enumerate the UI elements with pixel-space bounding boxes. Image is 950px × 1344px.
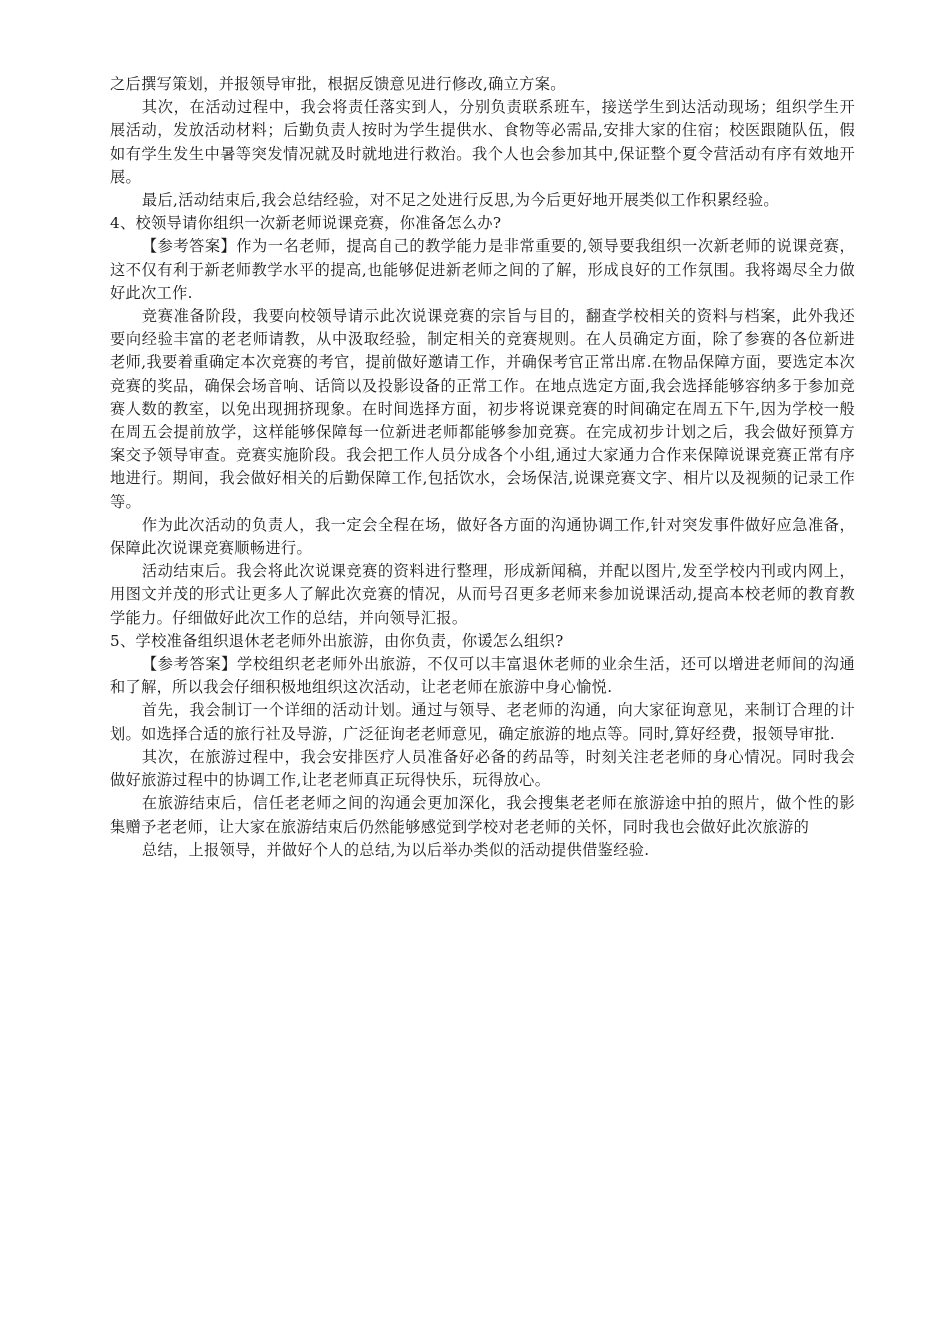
question-heading: 4、校领导请你组织一次新老师说课竞赛，你准备怎么办? (110, 214, 502, 233)
paragraph-continuation: 之后撰写策划，并报领导审批，根据反馈意见进行修改,确立方案。 (110, 75, 566, 93)
paragraph-body: 作为此次活动的负责人，我一定会全程在场，做好各方面的沟通协调工作,针对突发事件做好应急准备，保障此次说课竞赛顺畅进行。 (110, 515, 855, 558)
answer-label: 【参考答案】 (141, 237, 237, 256)
paragraph-body: 总结，上报领导，并做好个人的总结,为以后举办类似的活动提供借鉴经验. (141, 840, 650, 859)
document-page (110, 73, 855, 862)
paragraph-body: 竞赛准备阶段，我要向校领导请示此次说课竞赛的宗旨与目的，翻查学校相关的资料与档案，此外我还要向经验丰富的老老师请教，从中汲取经验，制定相关的竞赛规则。在人员确定方面，除了参赛的各位新进老师,我要着重确定本次竞赛的考官，提前做好邀请工作，并确保考官正常出席.在物品保障方面，要选定本次竞赛的奖品，确保会场音响、话筒以及投影设备的正常工作。在地点选定方面,我会选择能够容纳多于参加竞赛人数的教室，以免出现拥挤现象。在时间选择方面，初步将说课竞赛的时间确定在周五下午,因为学校一般在周五会提前放学，这样能够保障每一位新进老师都能够参加竞赛。在完成初步计划之后，我会做好预算方案交予领导审查。竞赛实施阶段。我会把工作人员分成各个小组,通过大家通力合作来保障说课竞赛正常有序地进行。期间，我会做好相关的后勤保障工作,包括饮水，会场保洁,说课竞赛文字、相片以及视频的记录工作等。 (110, 307, 855, 511)
answer-paragraph (110, 653, 855, 699)
question-heading: 5、学校准备组织退休老老师外出旅游，由你负责，你谖怎么组织? (110, 631, 564, 650)
answer-label: 【参考答案】 (141, 655, 238, 674)
paragraph-body: 首先，我会制订一个详细的活动计划。通过与领导、老老师的沟通，向大家征询意见，来制订合理的计划。如选择合适的旅行社及导游，广泛征询老老师意见，确定旅游的地点等。同时,算好经费，报领导审批. (110, 701, 855, 743)
paragraph-body: 其次，在旅游过程中，我会安排医疗人员准备好必备的药品等，时刻关注老老师的身心情况。同时我会做好旅游过程中的协调工作,让老老师真正玩得快乐，玩得放心。 (110, 747, 855, 790)
answer-paragraph (110, 235, 855, 305)
answer-text: 学校组织老老师外出旅游，不仅可以丰富退休老师的业余生活，还可以增进老师间的沟通和了解，所以我会仔细积极地组织这次活动，让老老师在旅游中身心愉悦. (110, 655, 855, 697)
paragraph-body: 在旅游结束后，信任老老师之间的沟通会更加深化，我会搜集老老师在旅游途中拍的照片，做个性的影集赠予老老师，让大家在旅游结束后仍然能够感觉到学校对老老师的关怀，同时我也会做好此次旅游的 (110, 794, 855, 836)
paragraph-body: 其次，在活动过程中，我会将责任落实到人，分别负责联系班车，接送学生到达活动现场；组织学生开展活动，发放活动材料；后勤负责人按时为学生提供水、食物等必需品,安排大家的住宿；校医跟随队伍，假如有学生发生中暑等突发情况就及时就地进行救治。我个人也会参加其中,保证整个夏令营活动有序有效地开展。 (110, 98, 855, 186)
paragraph-body: 最后,活动结束后,我会总结经验，对不足之处进行反思,为今后更好地开展类似工作积累经验。 (141, 191, 779, 210)
paragraph-body: 活动结束后。我会将此次说课竞赛的资料进行整理，形成新闻稿，并配以图片,发至学校内刊或内网上，用图文并茂的形式让更多人了解此次竞赛的情况，从而号召更多老师来参加说课活动,提高本校老师的教育教学能力。仔细做好此次工作的总结，并向领导汇报。 (110, 562, 855, 627)
answer-text: 作为一名老师，提高自己的教学能力是非常重要的,领导要我组织一次新老师的说课竞赛，这不仅有利于新老师教学水平的提高,也能够促进新老师之间的了解，形成良好的工作氛围。我将竭尽全力做好此次工作. (110, 237, 855, 302)
